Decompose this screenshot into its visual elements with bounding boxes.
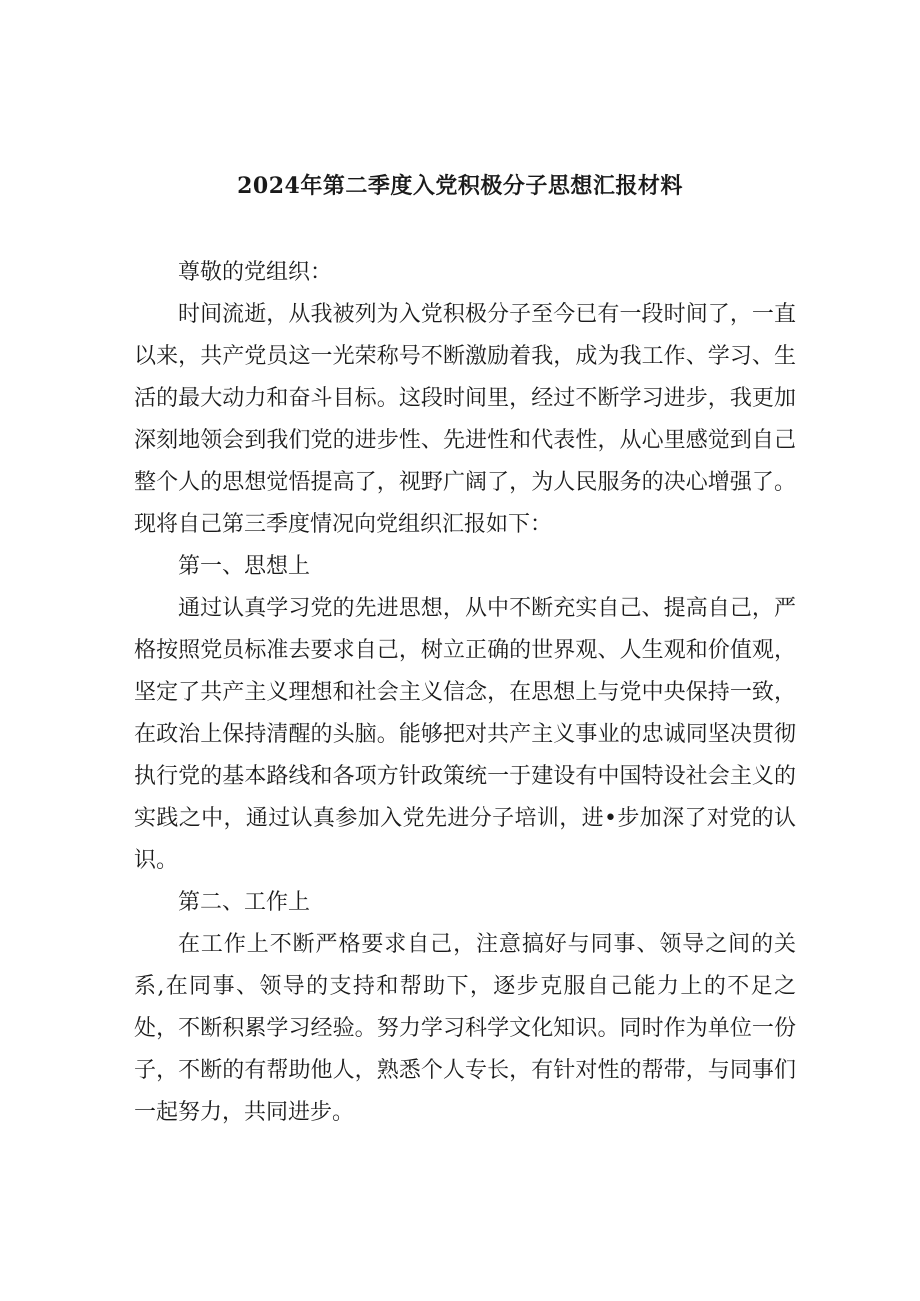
salutation: 尊敬的党组织： — [178, 260, 333, 285]
thought-paragraph: 通过认真学习党的先进思想，从中不断充实自己、提高自己，严格按照党员标准去要求自己，树立正确的世界观、人生观和价值观，坚定了共产主义理想和社会主义信念，在思想上与党中央保持一致，在政治上保持清醒的头脑。能够把对共产主义事业的忠诚同坚决贯彻执行党的基本路线和各项方针政策统一于建设有中国特设社会主义的实践之中，通过认真参加入党先进分子培训，进•步加深了对党的认识。 — [134, 596, 796, 873]
section-heading-thought: 第一、思想上 — [178, 554, 311, 579]
work-paragraph: 在工作上不断严格要求自己，注意搞好与同事、领导之间的关系,在同事、领导的支持和帮助下，逐步克服自己能力上的不足之处，不断积累学习经验。努力学习科学文化知识。同时作为单位一份子，不断的有帮助他人，熟悉个人专长，有针对性的帮带，与同事们一起努力，共同进步。 — [134, 932, 796, 1125]
document-title: 2024年第二季度入党积极分子思想汇报材料 — [237, 173, 683, 199]
intro-paragraph: 时间流逝，从我被列为入党积极分子至今已有一段时间了，一直以来，共产党员这一光荣称号不断激励着我，成为我工作、学习、生活的最大动力和奋斗目标。这段时间里，经过不断学习进步，我更加深刻地领会到我们党的进步性、先进性和代表性，从心里感觉到自己整个人的思想觉悟提高了，视野广阔了，为人民服务的决心增强了。现将自己第三季度情况向党组织汇报如下： — [134, 302, 796, 537]
document-body — [134, 252, 796, 1134]
section-heading-work: 第二、工作上 — [178, 890, 311, 915]
